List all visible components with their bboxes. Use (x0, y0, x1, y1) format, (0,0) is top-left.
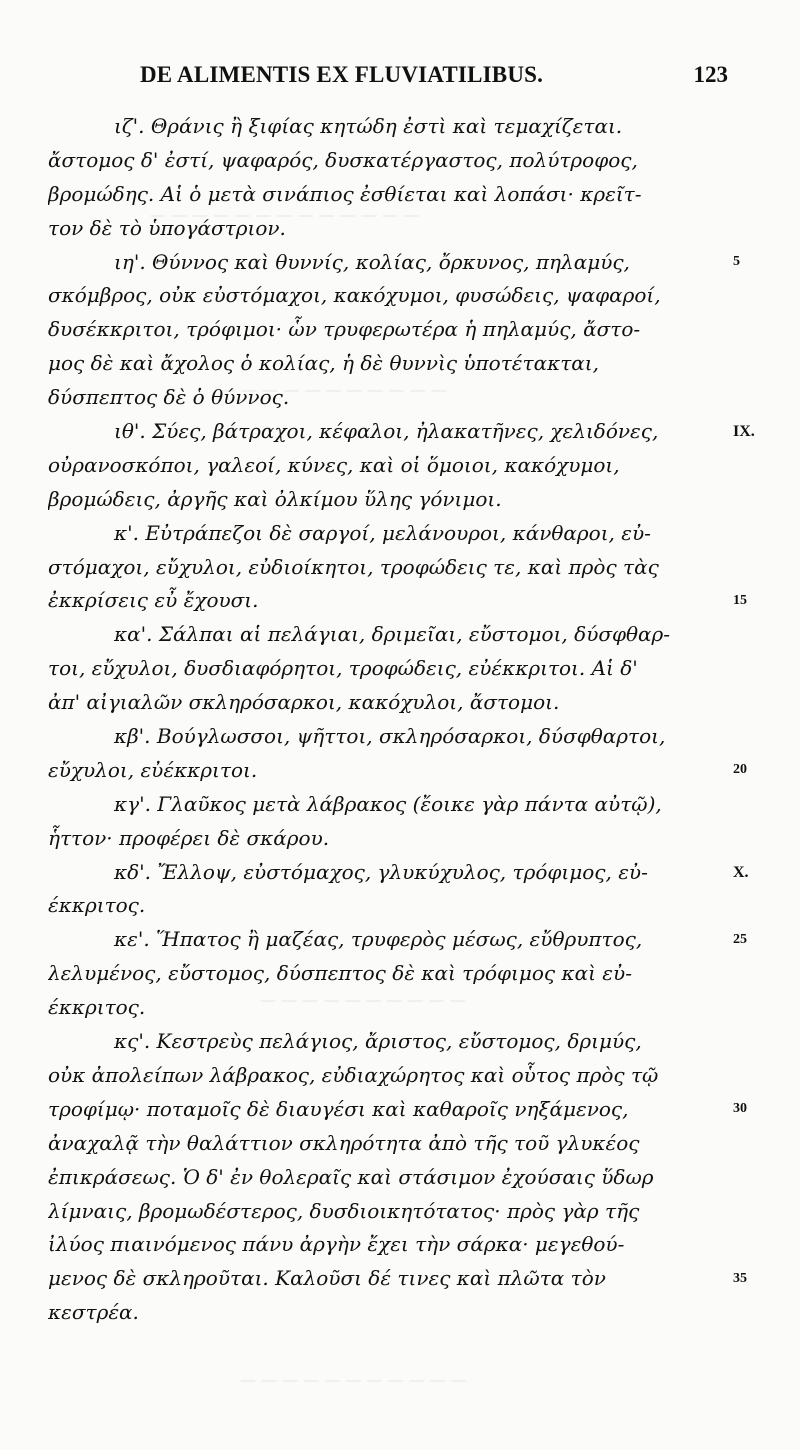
text-line: λελυμένος, εὔστομος, δύσπεπτος δὲ καὶ τρόφιμος καὶ εὐ- (48, 961, 632, 986)
text-line: κ'. Εὐτράπεζοι δὲ σαργοί, μελάνουροι, κάνθαροι, εὐ- (114, 520, 651, 545)
text-line: σκόμβρος, οὐκ εὐστόμαχοι, κακόχυμοι, φυσώδεις, ψαφαροί, (48, 283, 661, 308)
text-line: λίμναις, βρομωδέστερος, δυσδιοικητότατος· πρὸς γὰρ τῆς (48, 1198, 640, 1223)
text-line: έκκριτος. (48, 995, 146, 1020)
text-line: κε'. Ἥπατος ἢ μαζέας, τρυφερὸς μέσως, εὔθρυπτος, (114, 927, 643, 952)
text-line: βρομώδεις, ἀργῆς καὶ ὀλκίμου ὕλης γόνιμοι. (48, 486, 502, 511)
text-line: οὐκ ἀπολείπων λάβρακος, εὐδιαχώρητος καὶ οὗτος πρὸς τῷ (48, 1062, 659, 1087)
text-line: ἰλύος πιαινόμενος πάνυ ἀργὴν ἔχει τὴν σάρκα· μεγεθού- (48, 1232, 625, 1257)
text-line: ἧττον· προφέρει δὲ σκάρου. (48, 825, 330, 850)
text-line: ἐκκρίσεις εὖ ἔχουσι. (48, 588, 259, 613)
text-line: δυσέκκριτοι, τρόφιμοι· ὧν τρυφερωτέρα ἡ πηλαμύς, ἄστο- (48, 317, 641, 342)
text-line: κς'. Κεστρεὺς πελάγιος, ἄριστος, εὔστομος, δριμύς, (114, 1029, 642, 1054)
text-line: κδ'. Ἔλλοψ, εὐστόμαχος, γλυκύχυλος, τρόφιμος, εὐ- (114, 859, 648, 884)
text-line: μος δὲ καὶ ἄχολος ὁ κολίας, ἡ δὲ θυννὶς ὑποτέτακται, (48, 351, 599, 376)
text-line: βρομώδης. Αἱ ὁ μετὰ σινάπιος ἐσθίεται καὶ λοπάσι· κρεῖτ- (48, 181, 642, 206)
text-line: ἄστομος δ' ἐστί, ψαφαρός, δυσκατέργαστος, πολύτροφος, (48, 147, 638, 172)
text-line: κβ'. Βούγλωσσοι, ψῆττοι, σκληρόσαρκοι, δύσφθαρτοι, (114, 724, 666, 749)
text-line: έκκριτος. (48, 893, 146, 918)
text-line: μενος δὲ σκληροῦται. Καλοῦσι δέ τινες καὶ πλῶτα τὸν (48, 1266, 606, 1291)
bleed-through-text: — — — — — — — — — — — (240, 1370, 467, 1389)
text-line: ιη'. Θύννος καὶ θυννίς, κολίας, ὄρκυνος, πηλαμύς, (114, 249, 630, 274)
text-line: ιζ'. Θράνις ἢ ξιφίας κητώδη ἐστὶ καὶ τεμαχίζεται. (114, 114, 623, 138)
text-line: εὔχυλοι, εὐέκκριτοι. (48, 757, 258, 782)
text-line: ἀναχαλᾷ τὴν θαλάττιον σκληρότητα ἀπὸ τῆς τοῦ γλυκέος (48, 1130, 640, 1155)
body-text (48, 110, 738, 1330)
text-line: κα'. Σάλπαι αἱ πελάγιαι, δριμεῖαι, εὔστομοι, δύσφθαρ- (114, 622, 671, 647)
text-line: ἐπικράσεως. Ὁ δ' ἐν θολεραῖς καὶ στάσιμον ἐχούσαις ὕδωρ (48, 1164, 654, 1189)
line-number: 35 (733, 1270, 747, 1286)
section-marker: IX. (733, 423, 755, 441)
line-number: 5 (733, 253, 740, 269)
text-line: κεστρέα. (48, 1300, 139, 1325)
text-line: ιθ'. Σύες, βάτραχοι, κέφαλοι, ἠλακατῆνες, χελιδόνες, (114, 419, 659, 444)
text-line: ἀπ' αἰγιαλῶν σκληρόσαρκοι, κακόχυλοι, ἄστομοι. (48, 690, 560, 715)
line-number: 25 (733, 931, 747, 947)
text-line: τροφίμῳ· ποταμοῖς δὲ διαυγέσι καὶ καθαροῖς νηξάμενος, (48, 1096, 629, 1121)
bleed-through-text: — — — — — — — — — — (260, 990, 466, 1009)
page-number: 123 (693, 62, 728, 87)
line-number: 30 (733, 1101, 747, 1117)
text-line: οὐρανοσκόποι, γαλεοί, κύνες, καὶ οἱ ὅμοιοι, κακόχυμοι, (48, 452, 620, 477)
text-line: κγ'. Γλαῦκος μετὰ λάβρακος (ἔοικε γὰρ πάντα αὐτῷ), (114, 791, 662, 816)
text-line: τον δὲ τὸ ὑπογάστριον. (48, 215, 286, 240)
line-number: 15 (733, 592, 747, 608)
line-number: 20 (733, 762, 747, 778)
running-title: DE ALIMENTIS EX FLUVIATILIBUS. (140, 62, 544, 87)
section-marker: X. (733, 863, 749, 881)
text-line: στόμαχοι, εὔχυλοι, εὐδιοίκητοι, τροφώδεις τε, καὶ πρὸς τὰς (48, 554, 659, 579)
bleed-through-text: — — — — — — — — — — — — — (150, 205, 420, 224)
running-head (140, 62, 740, 102)
text-line: δύσπεπτος δὲ ὁ θύννος. (48, 385, 290, 410)
bleed-through-text: — — — — — — — — — — — (220, 380, 447, 399)
text-line: τοι, εὔχυλοι, δυσδιαφόρητοι, τροφώδεις, εὐέκκριτοι. Αἱ δ' (48, 656, 638, 681)
